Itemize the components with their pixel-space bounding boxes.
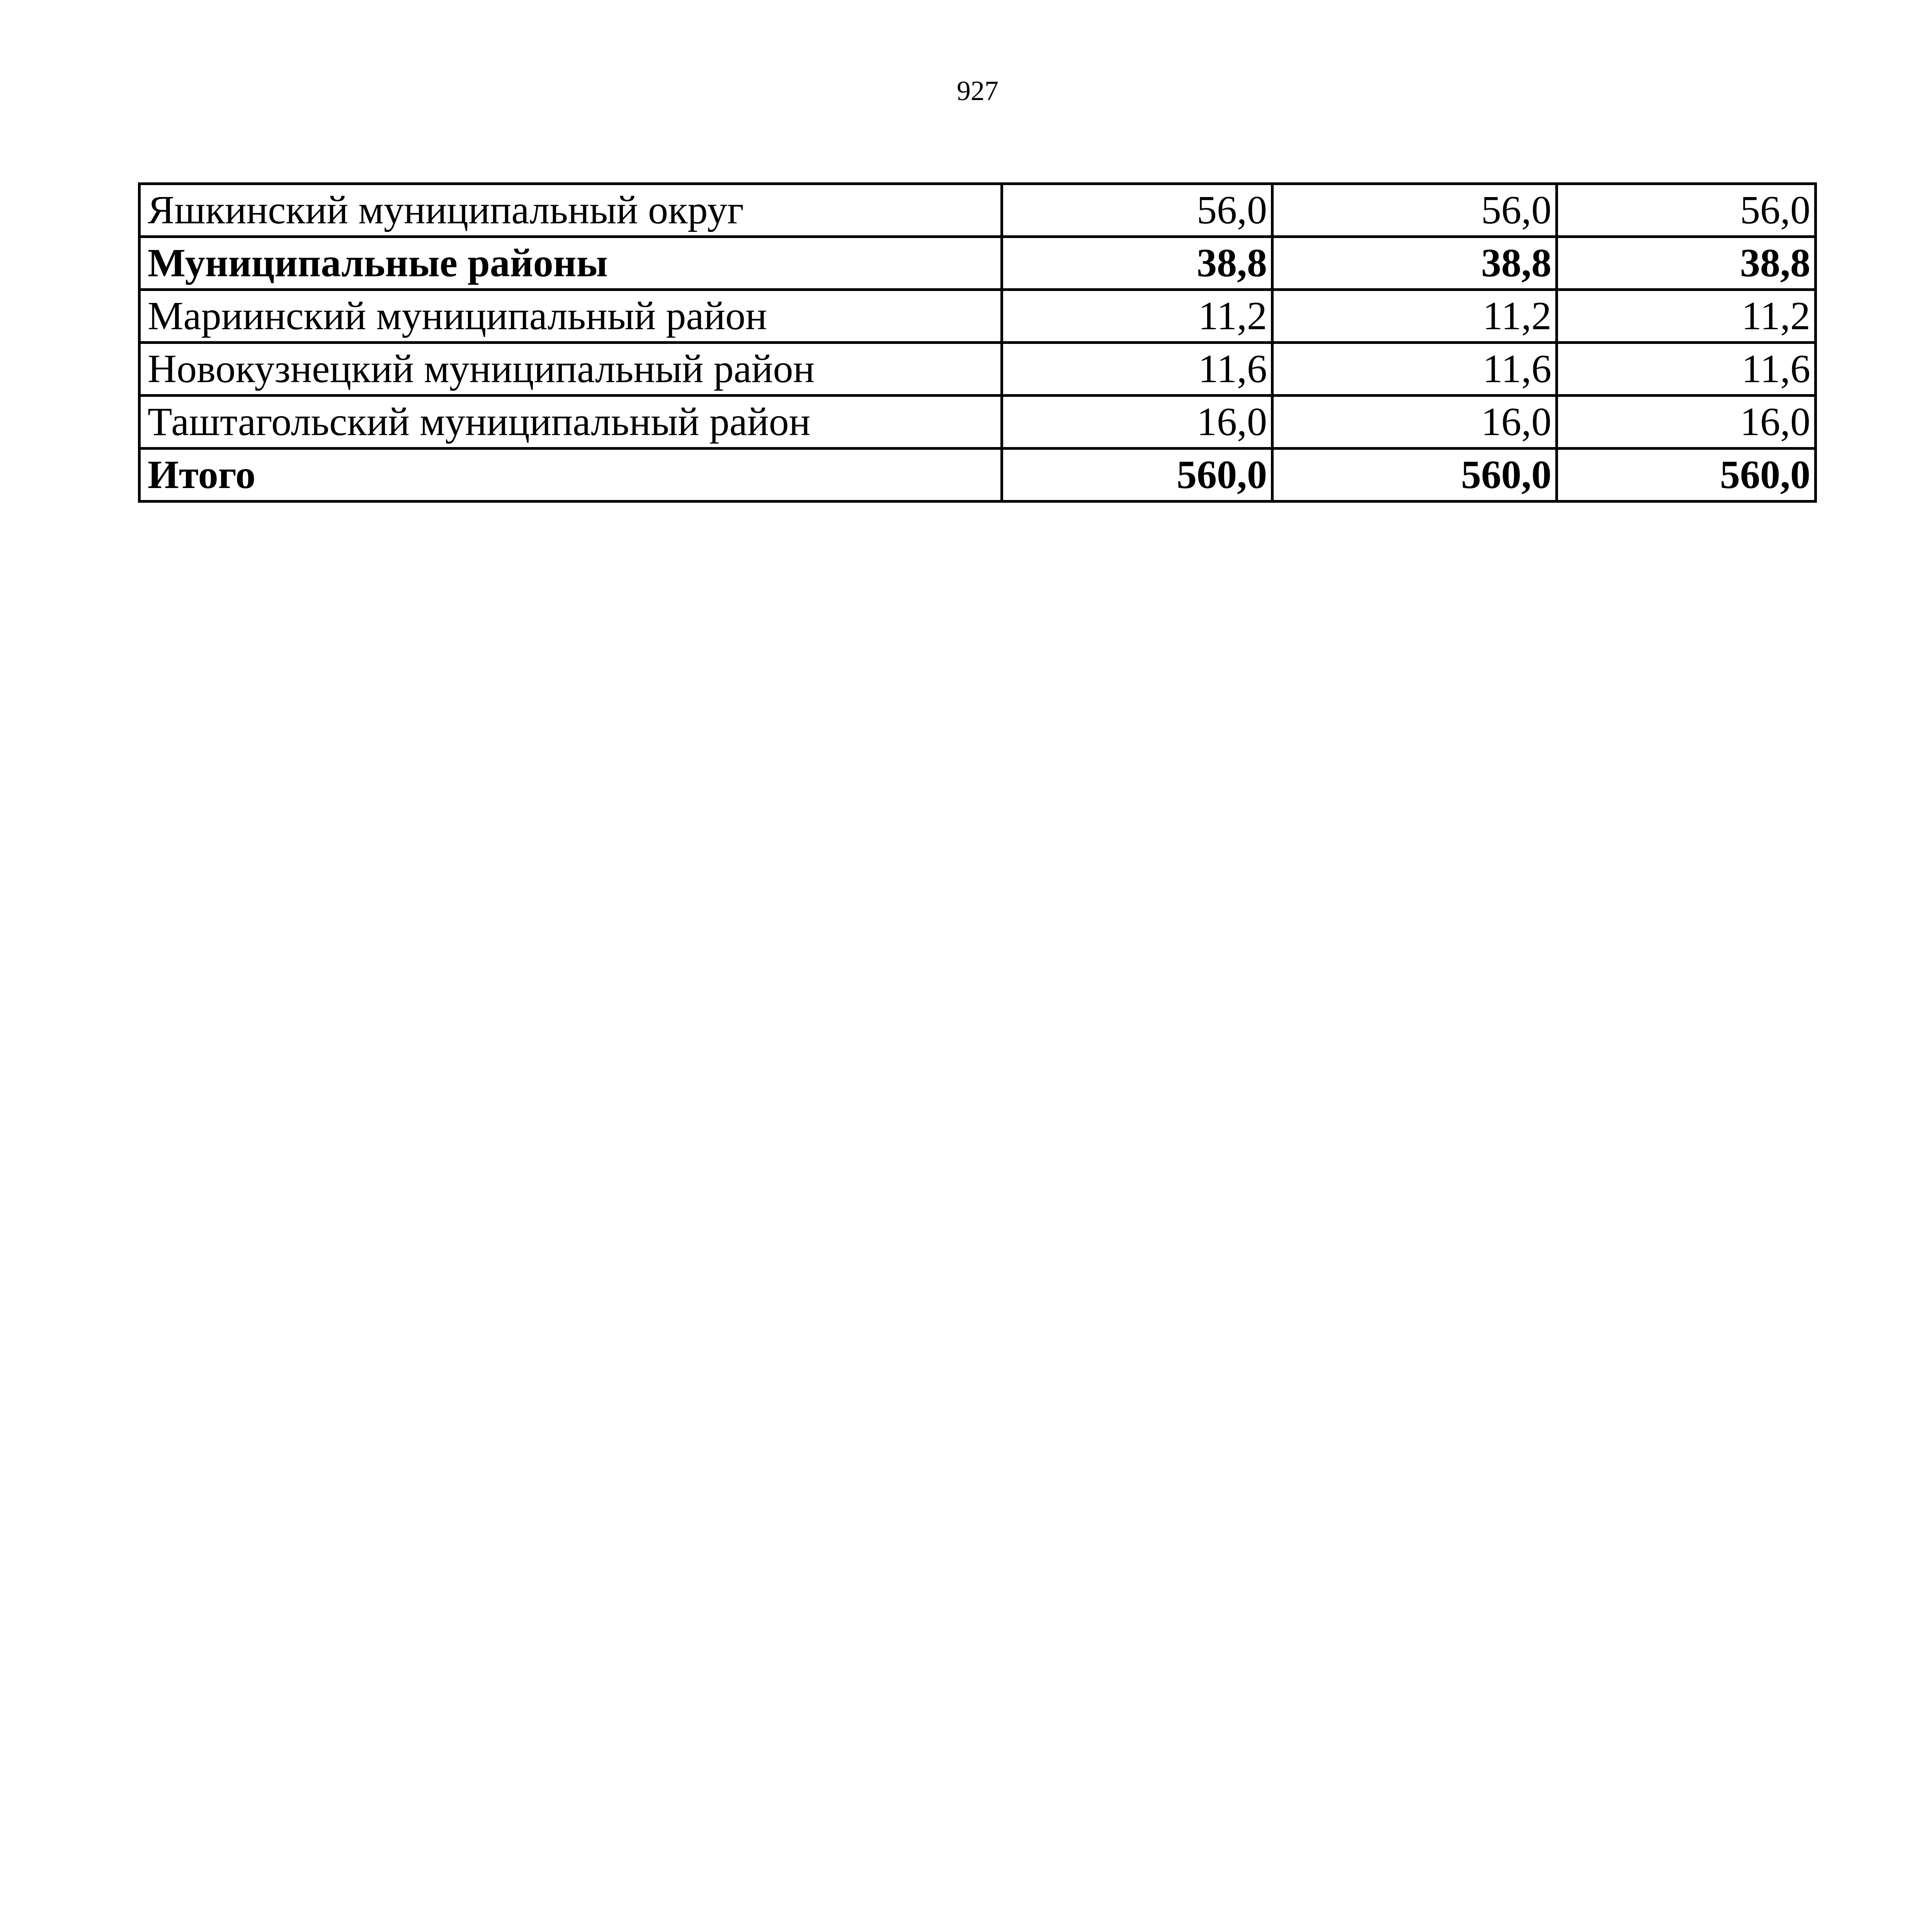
value-cell: 56,0: [1557, 184, 1816, 237]
value-cell: 11,6: [1002, 343, 1272, 396]
value-cell: 560,0: [1557, 449, 1816, 502]
row-name-cell: Итого: [139, 449, 1002, 502]
table-row: [139, 396, 1816, 449]
table-row-total: [139, 449, 1816, 502]
table-row: [139, 343, 1816, 396]
row-name-cell: Яшкинский муниципальный округ: [139, 184, 1002, 237]
row-name-cell: Муниципальные районы: [139, 237, 1002, 290]
row-name-cell: Мариинский муниципальный район: [139, 290, 1002, 343]
row-name-cell: Новокузнецкий муниципальный район: [139, 343, 1002, 396]
table-row: [139, 184, 1816, 237]
value-cell: 38,8: [1002, 237, 1272, 290]
value-cell: 11,6: [1557, 343, 1816, 396]
value-cell: 11,6: [1272, 343, 1557, 396]
row-name-cell: Таштагольский муниципальный район: [139, 396, 1002, 449]
page-number: 927: [957, 75, 998, 106]
value-cell: 16,0: [1272, 396, 1557, 449]
value-cell: 38,8: [1272, 237, 1557, 290]
value-cell: 11,2: [1272, 290, 1557, 343]
value-cell: 11,2: [1002, 290, 1272, 343]
data-table: [138, 182, 1817, 503]
value-cell: 16,0: [1002, 396, 1272, 449]
value-cell: 56,0: [1002, 184, 1272, 237]
table-row-subtotal: [139, 237, 1816, 290]
value-cell: 11,2: [1557, 290, 1816, 343]
value-cell: 56,0: [1272, 184, 1557, 237]
value-cell: 38,8: [1557, 237, 1816, 290]
table-row: [139, 290, 1816, 343]
value-cell: 560,0: [1272, 449, 1557, 502]
value-cell: 16,0: [1557, 396, 1816, 449]
value-cell: 560,0: [1002, 449, 1272, 502]
